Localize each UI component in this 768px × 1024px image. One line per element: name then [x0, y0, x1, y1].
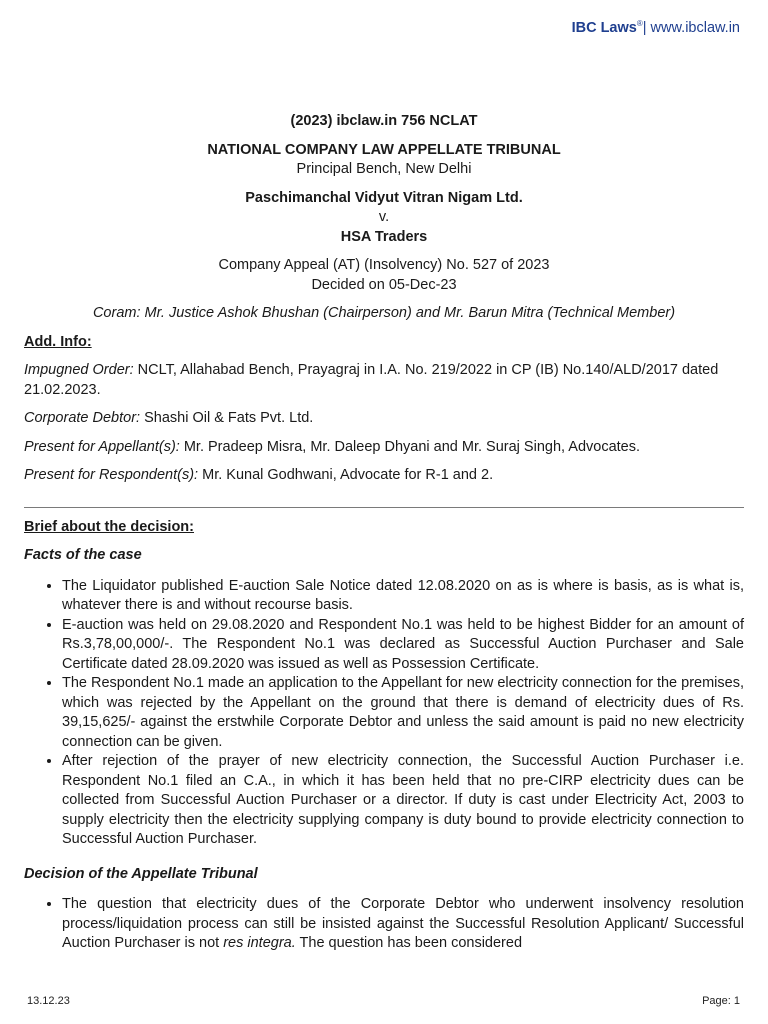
list-item: • The Respondent No.1 made an application to the Appellant for new electricity connection for the premises, which was rejected by the Appellant on the ground that there is demand of electricity dues of Rs. 39,15,625/- against the erstwhile Corporate Debtor and unless the said amount is paid no new electricity connection can be given. — [62, 674, 744, 752]
brand-name: IBC Laws — [571, 19, 637, 36]
appellant-counsel-label: Present for Appellant(s): — [24, 438, 180, 455]
page-number: Page: 1 — [702, 995, 740, 1007]
respondent-counsel-line — [24, 466, 744, 486]
document-body — [24, 112, 744, 954]
trademark-symbol: ® — [636, 19, 643, 28]
impugned-order-value: NCLT, Allahabad Bench, Prayagraj in I.A. No. 219/2022 in CP (IB) No.140/ALD/2017 dated 21.02.2023. — [24, 362, 719, 398]
coram-line: Coram: Mr. Justice Ashok Bhushan (Chairperson) and Mr. Barun Mitra (Technical Member) — [92, 305, 676, 321]
case-citation: (2023) ibclaw.in 756 NCLAT — [290, 113, 478, 129]
decision-text: The question that electricity dues of the Corporate Debtor who underwent insolvency resolution process/liquidation process can still be insisted against the Successful Resolution Applicant/ Successful Auction Purchaser is not — [62, 896, 744, 951]
brief-heading: Brief about the decision: — [24, 518, 194, 535]
respondent-name: HSA Traders — [340, 228, 428, 245]
respondent-counsel-label: Present for Respondent(s): — [24, 467, 199, 483]
appellant-name: Paschimanchal Vidyut Vitran Nigam Ltd. — [245, 189, 523, 206]
footer-date: 13.12.23 — [27, 995, 70, 1007]
versus-label: v. — [378, 209, 390, 225]
decision-list — [24, 895, 744, 954]
corporate-debtor-label: Corporate Debtor: — [24, 410, 141, 426]
bench-name: Principal Bench, New Delhi — [296, 161, 472, 177]
tribunal-name: NATIONAL COMPANY LAW APPELLATE TRIBUNAL — [207, 141, 561, 158]
impugned-order-line — [24, 361, 744, 400]
list-item — [62, 895, 744, 954]
website-link[interactable]: www.ibclaw.in — [650, 19, 740, 36]
brand-separator: | — [642, 19, 647, 36]
appellant-counsel-line — [24, 438, 744, 458]
facts-heading: Facts of the case — [24, 547, 142, 563]
header-brand — [572, 19, 740, 36]
decision-text-continued: The question has been considered — [295, 935, 523, 951]
appeal-number: Company Appeal (AT) (Insolvency) No. 527 of 2023 — [218, 257, 550, 273]
list-item: • E-auction was held on 29.08.2020 and Respondent No.1 was held to be highest Bidder for an amount of Rs.3,78,00,000/-. The Respondent No.1 was declared as Successful Auction Purchaser and Sale Certificate dated 28.09.2020 was issued as well as Possession Certificate. — [62, 616, 744, 675]
decided-date: Decided on 05-Dec-23 — [311, 276, 457, 293]
decision-heading: Decision of the Appellate Tribunal — [24, 865, 258, 882]
list-item: • The Liquidator published E-auction Sale Notice dated 12.08.2020 on as is where is basis, as is what is, whatever there is and without recourse basis. — [62, 577, 744, 616]
corporate-debtor-line — [24, 409, 744, 429]
corporate-debtor-value: Shashi Oil & Fats Pvt. Ltd. — [144, 410, 314, 426]
appellant-counsel-value: Mr. Pradeep Misra, Mr. Daleep Dhyani and Mr. Suraj Singh, Advocates. — [183, 438, 641, 455]
list-item: • After rejection of the prayer of new electricity connection, the Successful Auction Purchaser i.e. Respondent No.1 filed an C.A., in which it has been held that no pre-CIRP electricity dues can be collected from Successful Auction Purchaser or a director. If duty is cast under Electricity Act, 2003 to supply electricity then the electricity supplying company is duty bound to provide electricity connection to Successful Auction Purchaser. — [62, 752, 744, 850]
respondent-counsel-value: Mr. Kunal Godhwani, Advocate for R-1 and 2. — [202, 467, 494, 483]
section-divider — [24, 507, 744, 508]
facts-list — [24, 577, 744, 850]
impugned-order-label: Impugned Order: — [24, 362, 134, 378]
decision-latin-term: res integra. — [223, 935, 296, 951]
add-info-heading: Add. Info: — [24, 333, 92, 350]
